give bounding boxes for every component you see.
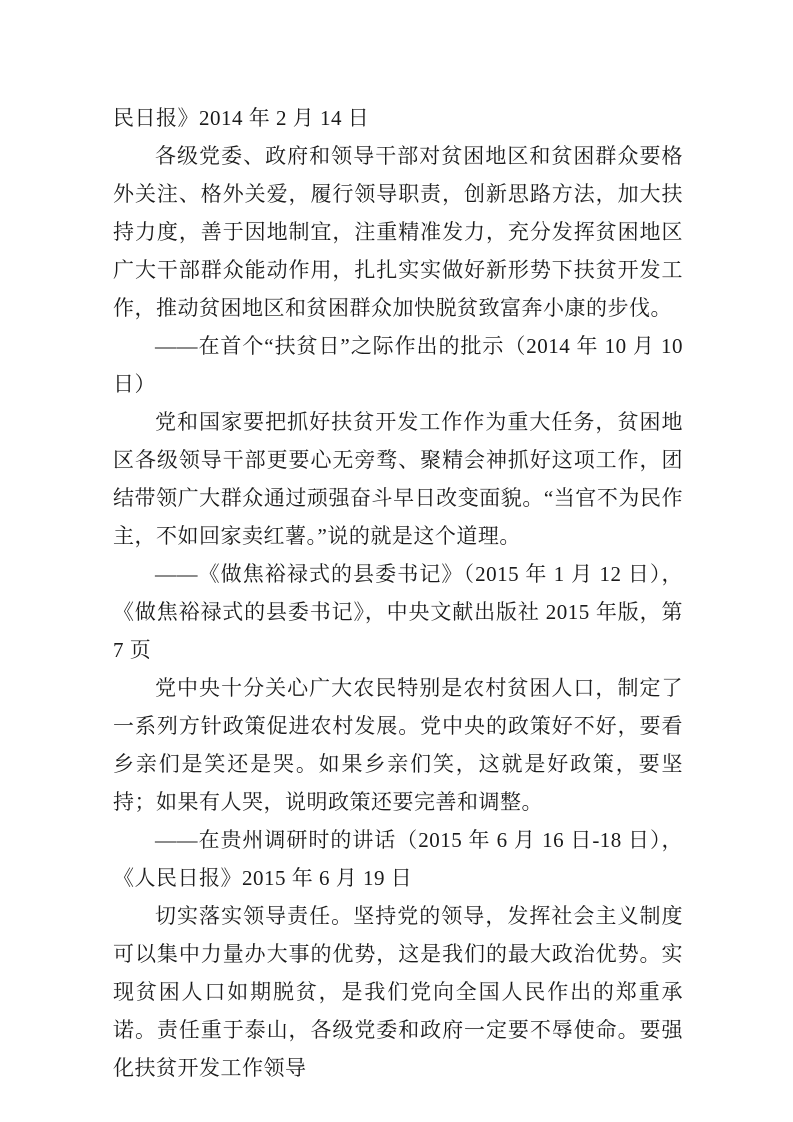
paragraph-continuation-citation-date: 民日报》2014 年 2 月 14 日 [113,106,370,130]
paragraph-quote-2: 党和国家要把抓好扶贫开发工作作为重大任务，贫困地区各级领导干部更要心无旁骛、聚精会神抓好这项工作，团结带领广大群众通过顽强奋斗早日改变面貌。“当官不为民作主，不如回家卖红薯。”说的就是这个道理。 [113,410,683,548]
paragraph-citation-3: ——在贵州调研时的讲话（2015 年 6 月 16 日-18 日），《人民日报》2015 年 6 月 19 日 [113,828,683,890]
paragraph-citation-2: ——《做焦裕禄式的县委书记》（2015 年 1 月 12 日），《做焦裕禄式的县委书记》，中央文献出版社 2015 年版，第 7 页 [113,562,683,662]
paragraph-citation-1: ——在首个“扶贫日”之际作出的批示（2014 年 10 月 10 日） [113,334,683,396]
paragraph-quote-1: 各级党委、政府和领导干部对贫困地区和贫困群众要格外关注、格外关爱，履行领导职责，创新思路方法，加大扶持力度，善于因地制宜，注重精准发力，充分发挥贫困地区广大干部群众能动作用，扎扎实实做好新形势下扶贫开发工作，推动贫困地区和贫困群众加快脱贫致富奔小康的步伐。 [113,144,683,320]
text-block [113,99,683,1087]
paragraph-quote-4: 切实落实领导责任。坚持党的领导，发挥社会主义制度可以集中力量办大事的优势，这是我们的最大政治优势。实现贫困人口如期脱贫，是我们党向全国人民作出的郑重承诺。责任重于泰山，各级党委和政府一定要不辱使命。要强化扶贫开发工作领导 [113,904,683,1080]
paragraph-quote-3: 党中央十分关心广大农民特别是农村贫困人口，制定了一系列方针政策促进农村发展。党中央的政策好不好，要看乡亲们是笑还是哭。如果乡亲们笑，这就是好政策，要坚持；如果有人哭，说明政策还要完善和调整。 [113,676,683,814]
